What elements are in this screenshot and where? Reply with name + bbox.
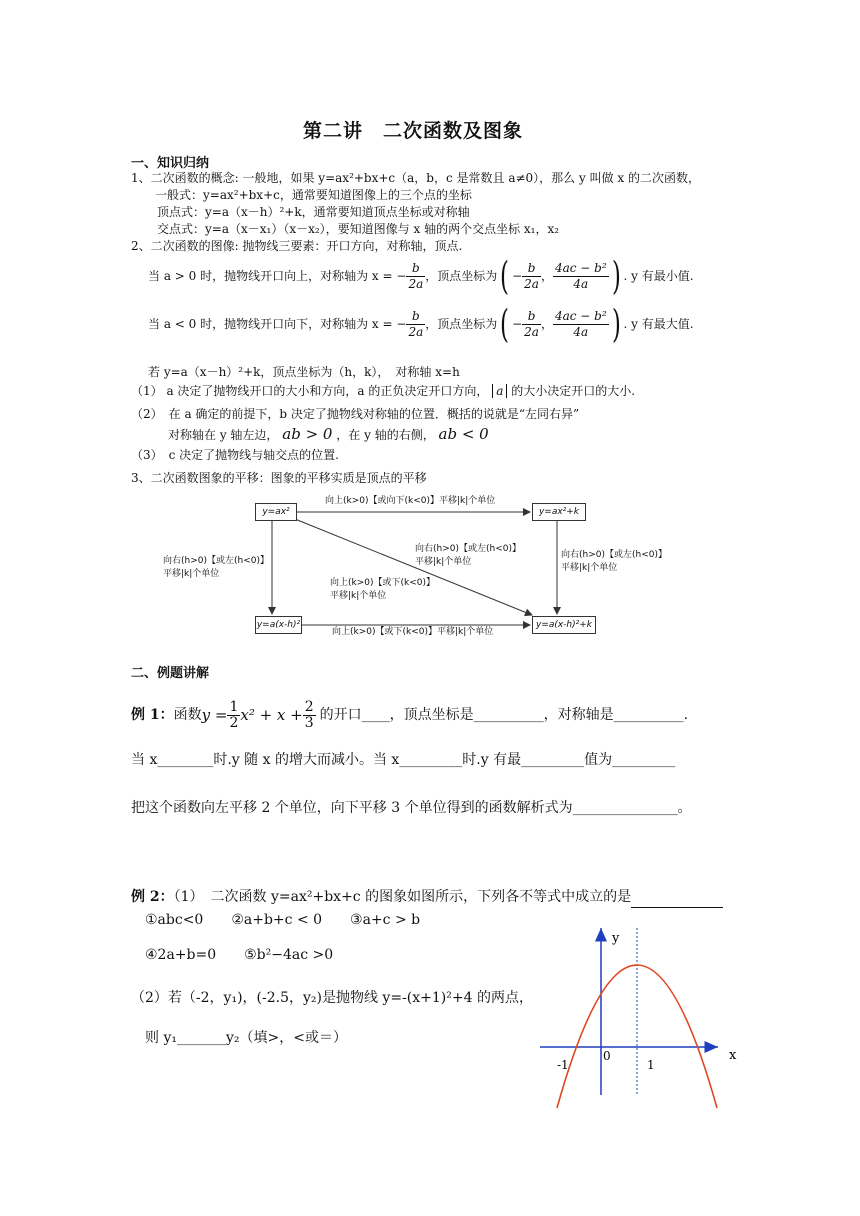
section-1-heading: 一、知识归纳 <box>131 156 210 171</box>
example-2-part-3: 则 y₁_______y₂（填>，<或＝） <box>145 1030 347 1046</box>
example-1-line-1 <box>131 693 688 737</box>
y-axis-label: y <box>612 931 620 946</box>
example-1-line-2: 当 x________时.y 随 x 的增大而减小。当 x_________时.y 有最_________值为_________ <box>131 752 676 768</box>
tick-1: 1 <box>647 1058 655 1072</box>
ex1-third: $\frac{2}{3}$ <box>304 698 314 731</box>
translation-line: 3、二次函数图象的平移：图象的平移实质是顶点的平移 <box>131 471 427 485</box>
box-basic: y=ax² <box>255 503 297 521</box>
origin-label: 0 <box>603 1049 611 1063</box>
ex2-answer-blank <box>631 887 723 908</box>
case-pos-text-b: ，顶点坐标为 <box>425 269 498 283</box>
a-property-text: （1） a 决定了抛物线开口的大小和方向，a 的正负决定开口方向， <box>131 384 489 398</box>
x-axis-label: x <box>729 1048 737 1063</box>
top-arrow-label: 向上(k>0)【或向下(k<0)】平移|k|个单位 <box>325 496 496 506</box>
vertex-x-fraction-2: $\frac{b}{2a}$ <box>524 308 539 339</box>
diag-label-b2: 平移|k|个单位 <box>330 591 387 601</box>
axis-fraction: $\frac{b}{2a}$ <box>408 260 424 291</box>
case-neg-text-b: ，顶点坐标为 <box>425 317 498 331</box>
ex1-mid: x² + x + <box>240 706 303 724</box>
translation-diagram <box>160 494 670 644</box>
section-2-heading: 二、例题讲解 <box>131 666 210 681</box>
example-1-line-3: 把这个函数向左平移 2 个单位，向下平移 3 个单位得到的函数解析式为_______________。 <box>131 800 692 816</box>
general-form-line: 一般式：y=ax²+bx+c，通常要知道图像上的三个点的坐标 <box>155 188 472 202</box>
ex1-function-word: 函数 <box>173 707 202 723</box>
case-neg-text-c: . y 有最大值. <box>623 317 694 331</box>
b-property-line: （2） 在 a 确定的前提下，b 决定了抛物线对称轴的位置．概括的说就是“左同右异” <box>131 407 580 421</box>
vertex-y-fraction-2: $\frac{\text{4ac − b²}}{4a}$ <box>554 308 607 339</box>
axis-fraction-2: $\frac{b}{2a}$ <box>408 308 424 339</box>
vertex-y-fraction: $\frac{\text{4ac − b²}}{4a}$ <box>554 260 607 291</box>
a-property-text-2: 的大小决定开口的大小. <box>511 384 636 398</box>
right-arrow-label-1: 向右(h>0)【或左(h<0)】 <box>561 550 667 560</box>
b-right-text: ，在 y 轴的右侧， <box>336 428 435 442</box>
example-2-line-1 <box>131 887 723 908</box>
example-2-label: 例 2： <box>131 889 174 905</box>
vertex-form-line: 顶点式：y=a（x－h）²+k，通常要知道顶点坐标或对称轴 <box>157 205 470 219</box>
diag-label-a1: 向右(h>0)【或左(h<0)】 <box>415 544 521 554</box>
left-same-right-diff <box>168 425 489 444</box>
box-both-shift: y=a(x-h)²+k <box>532 616 596 634</box>
graph-elements-line: 2、二次函数的图像: 抛物线三要素：开口方向，对称轴，顶点. <box>131 239 463 253</box>
b-left-text: 对称轴在 y 轴左边， <box>168 428 279 442</box>
case-neg-text-a: 当 a < 0 时，抛物线开口向下，对称轴为 x = − <box>148 317 407 331</box>
parabola-graph <box>540 920 750 1110</box>
case-pos-text-c: . y 有最小值. <box>623 269 694 283</box>
example-2-options-1: ①abc<0 ②a+b+c < 0 ③a+c > b <box>145 912 421 928</box>
tick-neg-1: -1 <box>557 1058 569 1072</box>
example-2-options-2: ④2a+b=0 ⑤b²−4ac >0 <box>145 947 334 963</box>
concept-line: 1、二次函数的概念: 一般地，如果 y=ax²+bx+c（a，b，c 是常数且 a≠0），那么 y 叫做 x 的二次函数， <box>131 171 700 185</box>
case-a-positive: 当 a > 0 时，抛物线开口向上，对称轴为 x = − $\frac{b}{2a}$ ，顶点坐标为 ( − $\frac{b}{2a}$ ， $\frac{\text{4ac − b²}}{4a}$ ) . y 有最小值. <box>148 254 694 298</box>
box-horizontal-shift: y=a(x-h)² <box>255 616 302 634</box>
example-1-label: 例 1： <box>131 707 174 723</box>
vertex-form-note: 若 y=a（x－h）²+k，顶点坐标为（h，k）， 对称轴 x=h <box>148 365 460 379</box>
ab-positive: ab > 0 <box>282 425 333 443</box>
bottom-arrow-label: 向上(k>0)【或下(k<0)】平移|k|个单位 <box>332 627 494 637</box>
intercept-form-line: 交点式：y=a（x－x₁）（x－x₂），要知道图像与 x 轴的两个交点坐标 x₁，x₂ <box>157 222 560 236</box>
box-vertical-shift: y=ax²+k <box>532 503 586 521</box>
ex2-question: （1） 二次函数 y=ax²+bx+c 的图象如图所示，下列各不等式中成立的是 <box>173 889 632 905</box>
case-pos-text-a: 当 a > 0 时，抛物线开口向上，对称轴为 x = − <box>148 269 407 283</box>
ex1-half: $\frac{1}{2}$ <box>229 698 239 731</box>
ex1-blanks: 的开口____，顶点坐标是__________，对称轴是__________. <box>319 707 689 723</box>
case-a-negative: 当 a < 0 时，抛物线开口向下，对称轴为 x = − $\frac{b}{2a}$ ，顶点坐标为 ( − $\frac{b}{2a}$ ， $\frac{\text{4ac − b²}}{4a}$ ) . y 有最大值. <box>148 302 694 346</box>
page-title: 第二讲 二次函数及图象 <box>303 120 524 142</box>
diag-label-a2: 平移|k|个单位 <box>415 557 472 567</box>
left-arrow-label-2: 平移|k|个单位 <box>163 569 220 579</box>
c-property-line: （3） c 决定了抛物线与轴交点的位置. <box>131 448 339 462</box>
ab-negative: ab < 0 <box>438 425 489 443</box>
right-arrow-label-2: 平移|k|个单位 <box>561 563 618 573</box>
abs-a: a <box>492 384 507 398</box>
a-property-line <box>131 383 635 399</box>
example-2-part-2: （2）若（-2，y₁)，(-2.5，y₂)是抛物线 y=-(x+1)²+4 的两点， <box>131 990 533 1006</box>
left-arrow-label-1: 向右(h>0)【或左(h<0)】 <box>163 556 269 566</box>
ex1-y: y = <box>201 706 228 724</box>
vertex-x-fraction: $\frac{b}{2a}$ <box>524 260 539 291</box>
diag-label-b1: 向上(k>0)【或下(k<0)】 <box>330 578 436 588</box>
